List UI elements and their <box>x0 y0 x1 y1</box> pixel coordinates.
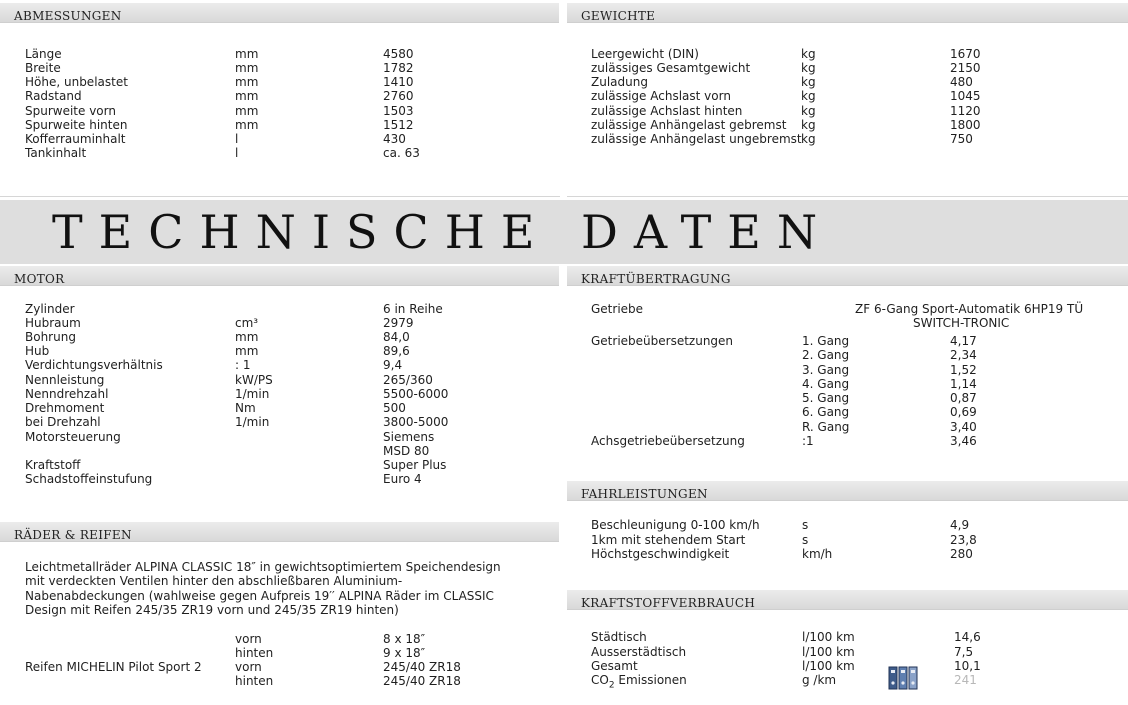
row-unit: mm <box>235 118 259 132</box>
row-unit: 2. Gang <box>802 348 850 362</box>
row-value: 89,6 <box>383 344 410 358</box>
wheel-description: Leichtmetallräder ALPINA CLASSIC 18″ in gewichtsoptimiertem Speichendesign mit verdeckten Ventilen hinter den abschließbaren Aluminium-Nabenabdeckungen (wahlweise gegen Aufpreis 19′′ ALPINA Räder im CLASSIC Design mit Reifen 245/35 ZR19 vorn und 245/35 ZR19 hinten) <box>25 560 501 617</box>
row-value: Siemens <box>383 430 435 444</box>
table-row <box>0 61 1128 75</box>
row-label: Hub <box>25 344 50 358</box>
table-row <box>0 146 560 160</box>
row-value: 0,69 <box>950 405 977 419</box>
table-row <box>0 363 1128 377</box>
row-label: Nennleistung <box>25 373 105 387</box>
row-value: ca. 63 <box>383 146 420 160</box>
row-value: 9 x 18″ <box>383 646 426 660</box>
table-row <box>0 645 1128 659</box>
row-value: 1503 <box>383 104 414 118</box>
row-value: 280 <box>950 547 973 561</box>
row-value: 1045 <box>950 89 981 103</box>
section-title-raeder-reifen: RÄDER & REIFEN <box>14 528 132 542</box>
row-value: 2979 <box>383 316 414 330</box>
row-label: Bohrung <box>25 330 76 344</box>
row-label: Verdichtungsverhältnis <box>25 358 163 372</box>
row-unit: vorn <box>235 632 262 646</box>
table-row <box>0 420 1128 434</box>
row-value: 8 x 18″ <box>383 632 426 646</box>
row-unit: :1 <box>802 434 814 448</box>
section-title-gewichte: GEWICHTE <box>581 9 656 23</box>
row-label: zulässiges Gesamtgewicht <box>591 61 751 75</box>
section-title-motor: MOTOR <box>14 272 65 286</box>
section-band-fahrleistungen <box>567 481 1128 501</box>
row-label: Kraftstoff <box>25 458 81 472</box>
row-label: Nenndrehzahl <box>25 387 109 401</box>
row-unit: mm <box>235 75 259 89</box>
row-unit: hinten <box>235 674 274 688</box>
section-title-kraftstoffverbrauch: KRAFTSTOFFVERBRAUCH <box>581 596 756 610</box>
row-label: Länge <box>25 47 62 61</box>
divider <box>0 196 560 197</box>
row-label: Drehmoment <box>25 401 105 415</box>
row-unit: mm <box>235 61 259 75</box>
row-label: 1km mit stehendem Start <box>591 533 746 547</box>
table-row <box>0 405 1128 419</box>
row-label: Reifen MICHELIN Pilot Sport 2 <box>25 660 202 674</box>
section-band-gewichte <box>567 3 1128 23</box>
row-unit: l <box>235 146 239 160</box>
row-unit: 5. Gang <box>802 391 850 405</box>
row-label: Spurweite vorn <box>25 104 116 118</box>
row-value: 14,6 <box>954 630 981 644</box>
row-unit: mm <box>235 344 259 358</box>
row-value: 1410 <box>383 75 414 89</box>
binder-icon[interactable] <box>888 666 920 690</box>
table-row <box>0 334 1128 348</box>
row-value: 1,14 <box>950 377 977 391</box>
row-unit: kg <box>801 89 816 103</box>
row-value: 4,17 <box>950 334 977 348</box>
row-label: Radstand <box>25 89 82 103</box>
row-unit: 4. Gang <box>802 377 850 391</box>
row-unit: 1. Gang <box>802 334 850 348</box>
row-value: MSD 80 <box>383 444 430 458</box>
row-label: Spurweite hinten <box>25 118 128 132</box>
row-label: Höchstgeschwindigkeit <box>591 547 730 561</box>
row-unit: l <box>235 132 239 146</box>
row-unit: hinten <box>235 646 274 660</box>
table-row <box>0 132 1128 146</box>
row-value: 9,4 <box>383 358 403 372</box>
row-unit: l/100 km <box>802 630 855 644</box>
row-unit: 3. Gang <box>802 363 850 377</box>
row-value: 7,5 <box>954 645 974 659</box>
table-row <box>0 316 1128 330</box>
row-unit: 1/min <box>235 415 270 429</box>
row-label: Breite <box>25 61 61 75</box>
row-unit: km/h <box>802 547 833 561</box>
row-label: Motorsteuerung <box>25 430 121 444</box>
row-value: 1782 <box>383 61 414 75</box>
row-value: 3,40 <box>950 420 977 434</box>
row-value: 4580 <box>383 47 414 61</box>
row-unit: kg <box>801 104 816 118</box>
co2-label-post: Emissionen <box>614 673 687 687</box>
row-value: Super Plus <box>383 458 447 472</box>
row-label: Schadstoffeinstufung <box>25 472 153 486</box>
row-value: 84,0 <box>383 330 410 344</box>
row-value: 6 in Reihe <box>383 302 443 316</box>
co2-label-pre: CO <box>591 673 609 687</box>
row-label: Städtisch <box>591 630 647 644</box>
row-unit: s <box>802 533 809 547</box>
row-unit: kW/PS <box>235 373 273 387</box>
row-value: 245/40 ZR18 <box>383 674 461 688</box>
table-row <box>0 391 1128 405</box>
row-label: Beschleunigung 0-100 km/h <box>591 518 760 532</box>
co2-label-sub: 2 <box>608 680 615 691</box>
row-label: Höhe, unbelastet <box>25 75 128 89</box>
section-title-fahrleistungen: FAHRLEISTUNGEN <box>581 487 708 501</box>
row-label: Tankinhalt <box>25 146 87 160</box>
row-unit: l/100 km <box>802 645 855 659</box>
row-value: 500 <box>383 401 406 415</box>
table-row <box>0 118 1128 132</box>
table-row <box>0 434 1128 448</box>
row-unit: kg <box>801 61 816 75</box>
headline-band <box>0 200 1128 264</box>
row-label: Zuladung <box>591 75 648 89</box>
row-unit: kg <box>801 47 816 61</box>
table-row <box>0 458 560 472</box>
row-unit: : 1 <box>235 358 251 372</box>
table-row <box>0 377 1128 391</box>
row-value: Euro 4 <box>383 472 422 486</box>
getriebe-value-line-2: SWITCH-TRONIC <box>913 316 1010 330</box>
row-value: 750 <box>950 132 973 146</box>
row-label: zulässige Anhängelast ungebremst <box>591 132 802 146</box>
divider <box>567 196 1128 197</box>
row-label: Achsgetriebeübersetzung <box>591 434 745 448</box>
table-row <box>0 348 1128 362</box>
row-label: Leergewicht (DIN) <box>591 47 699 61</box>
row-value: 2150 <box>950 61 981 75</box>
page-title: TECHNISCHE DATEN <box>52 205 834 259</box>
row-value: 10,1 <box>954 659 981 673</box>
row-value: 1120 <box>950 104 981 118</box>
section-band-raeder-reifen <box>0 522 559 542</box>
row-value: 480 <box>950 75 973 89</box>
row-label: bei Drehzahl <box>25 415 101 429</box>
table-row <box>0 302 1128 316</box>
row-unit: kg <box>801 132 816 146</box>
getriebe-value-line-1: ZF 6-Gang Sport-Automatik 6HP19 TÜ <box>855 302 1084 316</box>
table-row <box>0 472 560 486</box>
table-row <box>0 89 1128 103</box>
table-row <box>0 630 1128 644</box>
table-row <box>0 47 1128 61</box>
row-unit: mm <box>235 104 259 118</box>
row-unit: 6. Gang <box>802 405 850 419</box>
row-label: zulässige Achslast hinten <box>591 104 743 118</box>
row-unit: cm³ <box>235 316 259 330</box>
row-value: 1,52 <box>950 363 977 377</box>
row-unit: Nm <box>235 401 256 415</box>
row-label: Getriebe <box>591 302 644 316</box>
row-label: Hubraum <box>25 316 81 330</box>
section-band-abmessungen <box>0 3 559 23</box>
row-label <box>591 673 687 692</box>
row-value: 0,87 <box>950 391 977 405</box>
row-unit: mm <box>235 330 259 344</box>
row-value: 1670 <box>950 47 981 61</box>
row-unit: kg <box>801 118 816 132</box>
row-unit: vorn <box>235 660 262 674</box>
table-row <box>0 547 1128 561</box>
row-label: Ausserstädtisch <box>591 645 687 659</box>
row-value: 245/40 ZR18 <box>383 660 461 674</box>
table-row <box>0 104 1128 118</box>
row-unit: kg <box>801 75 816 89</box>
row-label: zulässige Achslast vorn <box>591 89 731 103</box>
row-label: zulässige Anhängelast gebremst <box>591 118 787 132</box>
row-value: 3800-5000 <box>383 415 449 429</box>
row-unit: mm <box>235 47 259 61</box>
section-band-kraftuebertragung <box>567 266 1128 286</box>
row-unit: l/100 km <box>802 659 855 673</box>
row-value: 3,46 <box>950 434 977 448</box>
row-unit: s <box>802 518 809 532</box>
row-value: 430 <box>383 132 406 146</box>
row-unit: mm <box>235 89 259 103</box>
section-title-kraftuebertragung: KRAFTÜBERTRAGUNG <box>581 272 731 286</box>
row-value: 4,9 <box>950 518 970 532</box>
row-unit: 1/min <box>235 387 270 401</box>
row-value: 2760 <box>383 89 414 103</box>
table-row <box>0 75 1128 89</box>
row-label: Gesamt <box>591 659 638 673</box>
section-title-abmessungen: ABMESSUNGEN <box>14 9 122 23</box>
row-label: Kofferrauminhalt <box>25 132 126 146</box>
row-value: 5500-6000 <box>383 387 449 401</box>
section-band-kraftstoffverbrauch <box>567 590 1128 610</box>
row-label: Zylinder <box>25 302 75 316</box>
table-row <box>0 673 1128 691</box>
row-value: 1800 <box>950 118 981 132</box>
row-label: Getriebeübersetzungen <box>591 334 734 348</box>
row-unit: R. Gang <box>802 420 850 434</box>
table-row <box>0 659 1128 673</box>
section-band-motor <box>0 266 559 286</box>
row-value: 2,34 <box>950 348 977 362</box>
row-value: 1512 <box>383 118 414 132</box>
row-value: 265/360 <box>383 373 433 387</box>
row-unit: g /km <box>802 673 837 687</box>
row-value: 241 <box>954 673 977 687</box>
row-value: 23,8 <box>950 533 977 547</box>
